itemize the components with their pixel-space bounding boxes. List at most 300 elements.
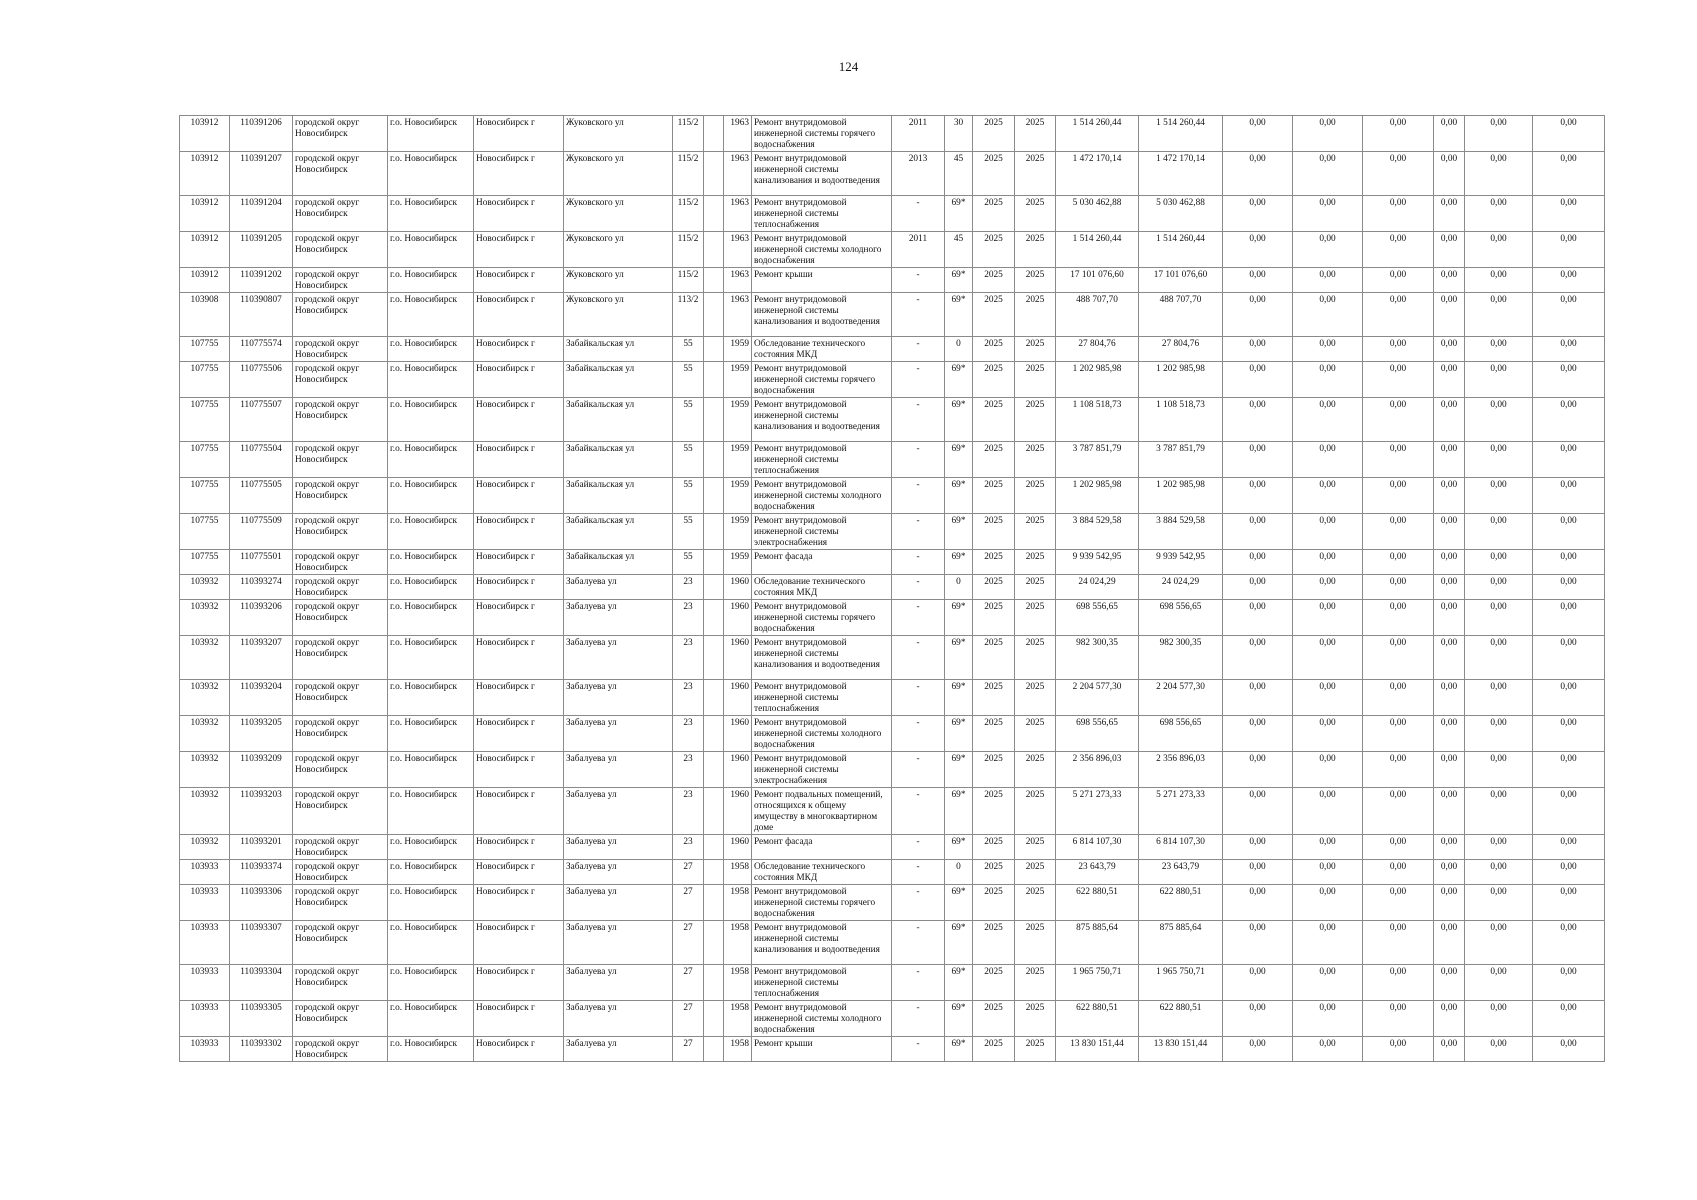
cell-city-district: г.о. Новосибирск xyxy=(388,921,474,965)
cell-plan-start-year: 2025 xyxy=(973,921,1015,965)
cell-plan-start-year: 2025 xyxy=(973,860,1015,885)
table-row xyxy=(180,550,1605,575)
cell-street: Забалуева ул xyxy=(564,885,673,921)
cell-last-repair-year: - xyxy=(892,478,945,514)
cell-cost-other: 0,00 xyxy=(1533,196,1605,232)
cell-building xyxy=(704,362,724,398)
cell-cost-regional: 0,00 xyxy=(1293,550,1363,575)
cell-build-year: 1960 xyxy=(724,716,752,752)
cell-work-type: Ремонт крыши xyxy=(752,268,892,293)
cell-locality: Новосибирск г xyxy=(474,860,564,885)
cell-cost-owners: 0,00 xyxy=(1465,1001,1533,1037)
cell-street: Забалуева ул xyxy=(564,860,673,885)
cell-work-type: Ремонт внутридомовой инженерной системы теплоснабжения xyxy=(752,965,892,1001)
cell-build-year: 1959 xyxy=(724,442,752,478)
cell-locality: Новосибирск г xyxy=(474,268,564,293)
cell-plan-end-year: 2025 xyxy=(1015,478,1056,514)
cell-work-id: 110393203 xyxy=(230,788,293,835)
cell-building xyxy=(704,752,724,788)
table-row xyxy=(180,337,1605,362)
cell-building xyxy=(704,550,724,575)
cell-plan-end-year: 2025 xyxy=(1015,965,1056,1001)
cell-municipality: городской округ Новосибирск xyxy=(293,716,388,752)
cell-house-id: 103908 xyxy=(180,293,230,337)
cell-plan-start-year: 2025 xyxy=(973,1037,1015,1062)
cell-house-number: 23 xyxy=(673,680,704,716)
table-row xyxy=(180,636,1605,680)
cell-building xyxy=(704,885,724,921)
cell-cost-owners: 0,00 xyxy=(1465,680,1533,716)
cell-cost-share: 0,00 xyxy=(1434,921,1465,965)
cell-house-number: 55 xyxy=(673,550,704,575)
cell-total-cost: 875 885,64 xyxy=(1056,921,1139,965)
cell-house-id: 103932 xyxy=(180,575,230,600)
cell-municipality: городской округ Новосибирск xyxy=(293,232,388,268)
cell-work-id: 110393205 xyxy=(230,716,293,752)
cell-cost-fund: 23 643,79 xyxy=(1139,860,1223,885)
cell-cost-other: 0,00 xyxy=(1533,232,1605,268)
cell-plan-end-year: 2025 xyxy=(1015,268,1056,293)
cell-plan-start-year: 2025 xyxy=(973,478,1015,514)
cell-cost-share: 0,00 xyxy=(1434,1037,1465,1062)
cell-cost-federal: 0,00 xyxy=(1223,835,1293,860)
cell-municipality: городской округ Новосибирск xyxy=(293,550,388,575)
cell-cost-regional: 0,00 xyxy=(1293,636,1363,680)
cell-work-type: Ремонт внутридомовой инженерной системы канализования и водоотведения xyxy=(752,921,892,965)
cell-municipality: городской округ Новосибирск xyxy=(293,752,388,788)
cell-municipality: городской округ Новосибирск xyxy=(293,478,388,514)
page-number: 124 xyxy=(838,59,859,74)
cell-street: Жуковского ул xyxy=(564,152,673,196)
cell-building xyxy=(704,636,724,680)
cell-plan-start-year: 2025 xyxy=(973,232,1015,268)
cell-city-district: г.о. Новосибирск xyxy=(388,478,474,514)
cell-cost-local: 0,00 xyxy=(1363,268,1434,293)
cell-house-id: 107755 xyxy=(180,550,230,575)
cell-cost-local: 0,00 xyxy=(1363,835,1434,860)
cell-municipality: городской округ Новосибирск xyxy=(293,362,388,398)
cell-last-repair-year: - xyxy=(892,965,945,1001)
cell-building xyxy=(704,716,724,752)
cell-wear-percent: 69* xyxy=(945,752,973,788)
cell-street: Забалуева ул xyxy=(564,680,673,716)
cell-cost-federal: 0,00 xyxy=(1223,1037,1293,1062)
cell-wear-percent: 69* xyxy=(945,550,973,575)
cell-house-number: 55 xyxy=(673,398,704,442)
cell-locality: Новосибирск г xyxy=(474,116,564,152)
cell-house-id: 103933 xyxy=(180,885,230,921)
cell-locality: Новосибирск г xyxy=(474,680,564,716)
cell-wear-percent: 69* xyxy=(945,293,973,337)
cell-total-cost: 6 814 107,30 xyxy=(1056,835,1139,860)
cell-plan-start-year: 2025 xyxy=(973,116,1015,152)
cell-building xyxy=(704,1037,724,1062)
table-row xyxy=(180,442,1605,478)
cell-street: Забалуева ул xyxy=(564,788,673,835)
cell-house-id: 103932 xyxy=(180,716,230,752)
cell-locality: Новосибирск г xyxy=(474,575,564,600)
cell-plan-start-year: 2025 xyxy=(973,752,1015,788)
cell-cost-regional: 0,00 xyxy=(1293,716,1363,752)
cell-cost-share: 0,00 xyxy=(1434,293,1465,337)
cell-cost-regional: 0,00 xyxy=(1293,680,1363,716)
cell-cost-regional: 0,00 xyxy=(1293,442,1363,478)
cell-cost-local: 0,00 xyxy=(1363,716,1434,752)
cell-total-cost: 24 024,29 xyxy=(1056,575,1139,600)
cell-plan-start-year: 2025 xyxy=(973,716,1015,752)
cell-city-district: г.о. Новосибирск xyxy=(388,514,474,550)
cell-municipality: городской округ Новосибирск xyxy=(293,575,388,600)
cell-plan-start-year: 2025 xyxy=(973,514,1015,550)
cell-plan-end-year: 2025 xyxy=(1015,860,1056,885)
cell-cost-fund: 1 108 518,73 xyxy=(1139,398,1223,442)
table-row xyxy=(180,362,1605,398)
cell-last-repair-year: - xyxy=(892,398,945,442)
cell-building xyxy=(704,921,724,965)
cell-wear-percent: 69* xyxy=(945,196,973,232)
cell-cost-owners: 0,00 xyxy=(1465,835,1533,860)
cell-last-repair-year: 2013 xyxy=(892,152,945,196)
cell-last-repair-year: - xyxy=(892,921,945,965)
cell-cost-federal: 0,00 xyxy=(1223,550,1293,575)
table-body xyxy=(180,116,1605,1062)
cell-total-cost: 622 880,51 xyxy=(1056,885,1139,921)
cell-build-year: 1960 xyxy=(724,636,752,680)
cell-cost-regional: 0,00 xyxy=(1293,514,1363,550)
cell-last-repair-year: - xyxy=(892,600,945,636)
cell-city-district: г.о. Новосибирск xyxy=(388,398,474,442)
cell-house-number: 115/2 xyxy=(673,268,704,293)
cell-plan-start-year: 2025 xyxy=(973,885,1015,921)
cell-total-cost: 3 787 851,79 xyxy=(1056,442,1139,478)
cell-wear-percent: 69* xyxy=(945,835,973,860)
cell-house-id: 107755 xyxy=(180,337,230,362)
cell-building xyxy=(704,1001,724,1037)
cell-plan-end-year: 2025 xyxy=(1015,362,1056,398)
cell-plan-start-year: 2025 xyxy=(973,442,1015,478)
table-row xyxy=(180,293,1605,337)
cell-city-district: г.о. Новосибирск xyxy=(388,600,474,636)
cell-cost-share: 0,00 xyxy=(1434,398,1465,442)
cell-house-id: 103912 xyxy=(180,152,230,196)
cell-building xyxy=(704,575,724,600)
cell-cost-federal: 0,00 xyxy=(1223,752,1293,788)
cell-work-type: Ремонт внутридомовой инженерной системы горячего водоснабжения xyxy=(752,885,892,921)
cell-cost-federal: 0,00 xyxy=(1223,268,1293,293)
cell-build-year: 1959 xyxy=(724,362,752,398)
cell-cost-other: 0,00 xyxy=(1533,752,1605,788)
cell-build-year: 1963 xyxy=(724,268,752,293)
cell-building xyxy=(704,293,724,337)
cell-cost-share: 0,00 xyxy=(1434,514,1465,550)
cell-cost-local: 0,00 xyxy=(1363,362,1434,398)
cell-plan-start-year: 2025 xyxy=(973,550,1015,575)
cell-cost-share: 0,00 xyxy=(1434,268,1465,293)
cell-cost-federal: 0,00 xyxy=(1223,362,1293,398)
cell-total-cost: 5 030 462,88 xyxy=(1056,196,1139,232)
cell-street: Забайкальская ул xyxy=(564,398,673,442)
cell-build-year: 1960 xyxy=(724,575,752,600)
table-row xyxy=(180,514,1605,550)
cell-total-cost: 1 472 170,14 xyxy=(1056,152,1139,196)
cell-cost-regional: 0,00 xyxy=(1293,232,1363,268)
cell-cost-other: 0,00 xyxy=(1533,716,1605,752)
cell-cost-federal: 0,00 xyxy=(1223,1001,1293,1037)
cell-municipality: городской округ Новосибирск xyxy=(293,337,388,362)
cell-total-cost: 1 202 985,98 xyxy=(1056,362,1139,398)
cell-plan-end-year: 2025 xyxy=(1015,514,1056,550)
cell-wear-percent: 69* xyxy=(945,478,973,514)
cell-plan-start-year: 2025 xyxy=(973,636,1015,680)
cell-cost-local: 0,00 xyxy=(1363,921,1434,965)
cell-cost-regional: 0,00 xyxy=(1293,398,1363,442)
cell-cost-owners: 0,00 xyxy=(1465,921,1533,965)
cell-city-district: г.о. Новосибирск xyxy=(388,196,474,232)
cell-house-number: 55 xyxy=(673,478,704,514)
cell-street: Забалуева ул xyxy=(564,1001,673,1037)
cell-city-district: г.о. Новосибирск xyxy=(388,575,474,600)
cell-cost-fund: 2 204 577,30 xyxy=(1139,680,1223,716)
cell-locality: Новосибирск г xyxy=(474,885,564,921)
cell-last-repair-year: - xyxy=(892,337,945,362)
cell-house-number: 27 xyxy=(673,885,704,921)
cell-cost-fund: 3 787 851,79 xyxy=(1139,442,1223,478)
cell-cost-other: 0,00 xyxy=(1533,636,1605,680)
cell-build-year: 1958 xyxy=(724,1001,752,1037)
cell-cost-federal: 0,00 xyxy=(1223,514,1293,550)
cell-build-year: 1959 xyxy=(724,514,752,550)
cell-municipality: городской округ Новосибирск xyxy=(293,514,388,550)
cell-work-id: 110775504 xyxy=(230,442,293,478)
cell-cost-local: 0,00 xyxy=(1363,550,1434,575)
cell-cost-local: 0,00 xyxy=(1363,600,1434,636)
cell-cost-federal: 0,00 xyxy=(1223,965,1293,1001)
cell-work-type: Ремонт внутридомовой инженерной системы холодного водоснабжения xyxy=(752,232,892,268)
cell-work-id: 110391202 xyxy=(230,268,293,293)
cell-city-district: г.о. Новосибирск xyxy=(388,152,474,196)
cell-build-year: 1958 xyxy=(724,965,752,1001)
cell-cost-owners: 0,00 xyxy=(1465,514,1533,550)
cell-locality: Новосибирск г xyxy=(474,965,564,1001)
cell-building xyxy=(704,116,724,152)
cell-plan-start-year: 2025 xyxy=(973,680,1015,716)
table-row xyxy=(180,680,1605,716)
cell-cost-federal: 0,00 xyxy=(1223,478,1293,514)
cell-cost-share: 0,00 xyxy=(1434,835,1465,860)
cell-plan-end-year: 2025 xyxy=(1015,232,1056,268)
cell-cost-federal: 0,00 xyxy=(1223,232,1293,268)
cell-cost-owners: 0,00 xyxy=(1465,575,1533,600)
cell-city-district: г.о. Новосибирск xyxy=(388,550,474,575)
table-row xyxy=(180,152,1605,196)
cell-work-type: Ремонт внутридомовой инженерной системы горячего водоснабжения xyxy=(752,362,892,398)
cell-city-district: г.о. Новосибирск xyxy=(388,860,474,885)
cell-cost-regional: 0,00 xyxy=(1293,860,1363,885)
cell-cost-federal: 0,00 xyxy=(1223,600,1293,636)
cell-locality: Новосибирск г xyxy=(474,788,564,835)
cell-work-type: Ремонт фасада xyxy=(752,835,892,860)
table-row xyxy=(180,752,1605,788)
cell-cost-local: 0,00 xyxy=(1363,514,1434,550)
cell-work-id: 110391205 xyxy=(230,232,293,268)
cell-work-type: Ремонт внутридомовой инженерной системы теплоснабжения xyxy=(752,680,892,716)
cell-cost-federal: 0,00 xyxy=(1223,116,1293,152)
cell-cost-regional: 0,00 xyxy=(1293,788,1363,835)
cell-wear-percent: 69* xyxy=(945,788,973,835)
cell-plan-start-year: 2025 xyxy=(973,600,1015,636)
cell-cost-federal: 0,00 xyxy=(1223,680,1293,716)
cell-wear-percent: 69* xyxy=(945,268,973,293)
cell-total-cost: 1 108 518,73 xyxy=(1056,398,1139,442)
cell-cost-share: 0,00 xyxy=(1434,116,1465,152)
cell-work-type: Ремонт внутридомовой инженерной системы канализования и водоотведения xyxy=(752,636,892,680)
cell-work-id: 110391207 xyxy=(230,152,293,196)
cell-city-district: г.о. Новосибирск xyxy=(388,1001,474,1037)
cell-house-number: 23 xyxy=(673,752,704,788)
cell-cost-federal: 0,00 xyxy=(1223,860,1293,885)
cell-street: Жуковского ул xyxy=(564,293,673,337)
cell-locality: Новосибирск г xyxy=(474,1001,564,1037)
cell-street: Забайкальская ул xyxy=(564,514,673,550)
cell-work-type: Ремонт внутридомовой инженерной системы теплоснабжения xyxy=(752,196,892,232)
cell-plan-end-year: 2025 xyxy=(1015,398,1056,442)
cell-city-district: г.о. Новосибирск xyxy=(388,362,474,398)
cell-cost-owners: 0,00 xyxy=(1465,965,1533,1001)
cell-locality: Новосибирск г xyxy=(474,478,564,514)
cell-plan-start-year: 2025 xyxy=(973,337,1015,362)
cell-locality: Новосибирск г xyxy=(474,1037,564,1062)
cell-plan-start-year: 2025 xyxy=(973,1001,1015,1037)
cell-house-number: 27 xyxy=(673,921,704,965)
cell-municipality: городской округ Новосибирск xyxy=(293,600,388,636)
cell-cost-share: 0,00 xyxy=(1434,337,1465,362)
cell-build-year: 1963 xyxy=(724,293,752,337)
cell-cost-share: 0,00 xyxy=(1434,788,1465,835)
cell-cost-other: 0,00 xyxy=(1533,514,1605,550)
table-row xyxy=(180,788,1605,835)
cell-total-cost: 3 884 529,58 xyxy=(1056,514,1139,550)
cell-last-repair-year: - xyxy=(892,575,945,600)
cell-cost-share: 0,00 xyxy=(1434,636,1465,680)
cell-house-id: 103932 xyxy=(180,600,230,636)
cell-build-year: 1959 xyxy=(724,478,752,514)
cell-building xyxy=(704,232,724,268)
cell-street: Забалуева ул xyxy=(564,716,673,752)
cell-wear-percent: 69* xyxy=(945,1001,973,1037)
cell-total-cost: 23 643,79 xyxy=(1056,860,1139,885)
cell-wear-percent: 69* xyxy=(945,1037,973,1062)
cell-last-repair-year: - xyxy=(892,835,945,860)
cell-building xyxy=(704,268,724,293)
cell-cost-fund: 1 514 260,44 xyxy=(1139,116,1223,152)
cell-street: Забалуева ул xyxy=(564,636,673,680)
cell-plan-end-year: 2025 xyxy=(1015,1001,1056,1037)
cell-cost-local: 0,00 xyxy=(1363,337,1434,362)
cell-build-year: 1959 xyxy=(724,550,752,575)
cell-last-repair-year: - xyxy=(892,442,945,478)
cell-house-id: 103933 xyxy=(180,1001,230,1037)
cell-work-id: 110393307 xyxy=(230,921,293,965)
cell-work-type: Ремонт внутридомовой инженерной системы горячего водоснабжения xyxy=(752,600,892,636)
cell-cost-regional: 0,00 xyxy=(1293,1001,1363,1037)
table-row xyxy=(180,478,1605,514)
cell-work-id: 110393374 xyxy=(230,860,293,885)
cell-work-type: Ремонт внутридомовой инженерной системы канализования и водоотведения xyxy=(752,398,892,442)
cell-work-id: 110393206 xyxy=(230,600,293,636)
cell-house-number: 115/2 xyxy=(673,152,704,196)
cell-total-cost: 2 356 896,03 xyxy=(1056,752,1139,788)
cell-plan-start-year: 2025 xyxy=(973,293,1015,337)
cell-work-id: 110393302 xyxy=(230,1037,293,1062)
cell-city-district: г.о. Новосибирск xyxy=(388,636,474,680)
cell-cost-other: 0,00 xyxy=(1533,575,1605,600)
cell-build-year: 1958 xyxy=(724,921,752,965)
cell-total-cost: 1 965 750,71 xyxy=(1056,965,1139,1001)
cell-plan-end-year: 2025 xyxy=(1015,600,1056,636)
cell-cost-other: 0,00 xyxy=(1533,293,1605,337)
cell-wear-percent: 69* xyxy=(945,965,973,1001)
cell-house-number: 113/2 xyxy=(673,293,704,337)
cell-plan-start-year: 2025 xyxy=(973,965,1015,1001)
cell-cost-fund: 982 300,35 xyxy=(1139,636,1223,680)
cell-cost-regional: 0,00 xyxy=(1293,196,1363,232)
table-row xyxy=(180,860,1605,885)
cell-plan-end-year: 2025 xyxy=(1015,752,1056,788)
cell-municipality: городской округ Новосибирск xyxy=(293,442,388,478)
cell-plan-start-year: 2025 xyxy=(973,196,1015,232)
cell-cost-owners: 0,00 xyxy=(1465,232,1533,268)
cell-cost-regional: 0,00 xyxy=(1293,752,1363,788)
cell-street: Забайкальская ул xyxy=(564,362,673,398)
cell-last-repair-year: - xyxy=(892,788,945,835)
cell-build-year: 1959 xyxy=(724,398,752,442)
cell-wear-percent: 30 xyxy=(945,116,973,152)
cell-municipality: городской округ Новосибирск xyxy=(293,788,388,835)
cell-house-id: 107755 xyxy=(180,442,230,478)
cell-work-type: Ремонт внутридомовой инженерной системы холодного водоснабжения xyxy=(752,478,892,514)
cell-build-year: 1963 xyxy=(724,196,752,232)
cell-house-number: 27 xyxy=(673,860,704,885)
cell-cost-owners: 0,00 xyxy=(1465,152,1533,196)
cell-cost-other: 0,00 xyxy=(1533,1037,1605,1062)
cell-house-number: 27 xyxy=(673,1037,704,1062)
cell-cost-fund: 5 030 462,88 xyxy=(1139,196,1223,232)
cell-cost-share: 0,00 xyxy=(1434,196,1465,232)
cell-total-cost: 1 514 260,44 xyxy=(1056,116,1139,152)
cell-city-district: г.о. Новосибирск xyxy=(388,788,474,835)
cell-city-district: г.о. Новосибирск xyxy=(388,116,474,152)
cell-city-district: г.о. Новосибирск xyxy=(388,293,474,337)
cell-cost-owners: 0,00 xyxy=(1465,196,1533,232)
cell-street: Забалуева ул xyxy=(564,752,673,788)
cell-house-number: 115/2 xyxy=(673,232,704,268)
cell-cost-regional: 0,00 xyxy=(1293,152,1363,196)
cell-building xyxy=(704,442,724,478)
cell-house-id: 103932 xyxy=(180,835,230,860)
cell-cost-fund: 875 885,64 xyxy=(1139,921,1223,965)
cell-house-id: 103933 xyxy=(180,1037,230,1062)
cell-cost-owners: 0,00 xyxy=(1465,268,1533,293)
cell-last-repair-year: - xyxy=(892,680,945,716)
cell-cost-local: 0,00 xyxy=(1363,885,1434,921)
cell-city-district: г.о. Новосибирск xyxy=(388,232,474,268)
cell-street: Жуковского ул xyxy=(564,268,673,293)
cell-cost-other: 0,00 xyxy=(1533,788,1605,835)
cell-last-repair-year: - xyxy=(892,1001,945,1037)
cell-cost-fund: 3 884 529,58 xyxy=(1139,514,1223,550)
cell-locality: Новосибирск г xyxy=(474,293,564,337)
cell-house-number: 55 xyxy=(673,442,704,478)
